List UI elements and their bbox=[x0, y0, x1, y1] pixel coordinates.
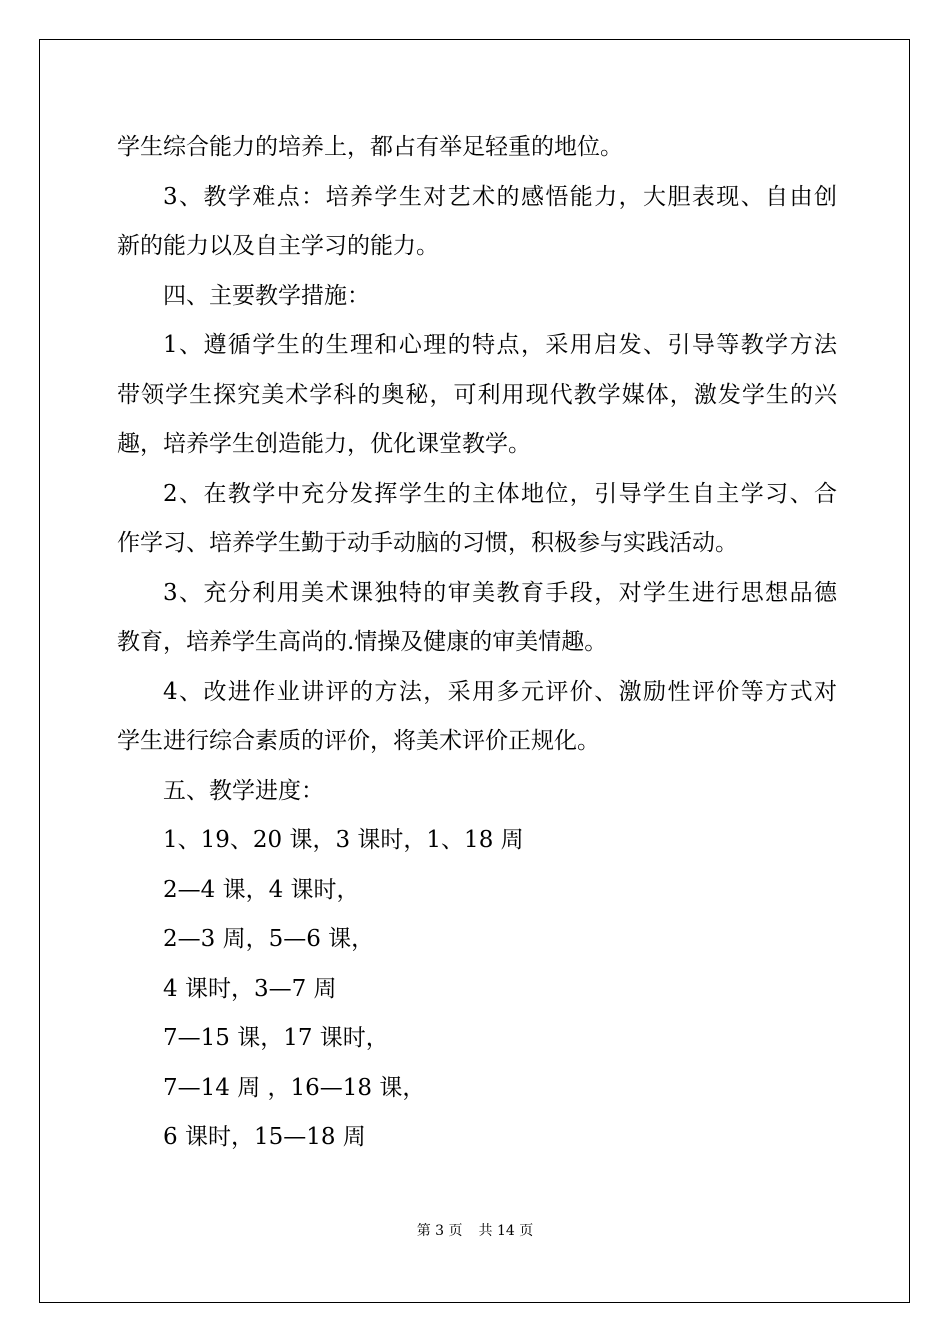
page-number: 第 3 页 bbox=[416, 1223, 463, 1239]
text-line: 教育，培养学生高尚的.情操及健康的审美情趣。 bbox=[117, 629, 608, 655]
document-body bbox=[117, 123, 837, 1163]
text-line: 3、充分利用美术课独特的审美教育手段，对学生进行思想品德 bbox=[163, 579, 837, 606]
text-line: 学生综合能力的培养上，都占有举足轻重的地位。 bbox=[117, 134, 623, 160]
text-line: 7—15 课，17 课时， bbox=[163, 1025, 389, 1051]
text-line: 2、在教学中充分发挥学生的主体地位，引导学生自主学习、合 bbox=[163, 480, 837, 507]
text-line: 1、19、20 课，3 课时，1、18 周 bbox=[163, 827, 524, 853]
text-line: 1、遵循学生的生理和心理的特点，采用启发、引导等教学方法 bbox=[163, 332, 837, 358]
page-total: 共 14 页 bbox=[478, 1223, 534, 1239]
text-line: 四、主要教学措施： bbox=[163, 282, 370, 309]
text-line: 学生进行综合素质的评价，将美术评价正规化。 bbox=[117, 728, 600, 754]
text-line: 3、教学难点：培养学生对艺术的感悟能力，大胆表现、自由创 bbox=[163, 183, 837, 210]
page-footer bbox=[0, 1221, 950, 1241]
text-line: 2—3 周，5—6 课， bbox=[163, 926, 375, 952]
text-line: 作学习、培养学生勤于动手动脑的习惯，积极参与实践活动。 bbox=[117, 530, 738, 556]
text-line: 新的能力以及自主学习的能力。 bbox=[117, 233, 439, 259]
text-line: 4 课时，3—7 周 bbox=[163, 975, 337, 1002]
text-line: 6 课时，15—18 周 bbox=[163, 1124, 366, 1150]
text-line: 2—4 课，4 课时， bbox=[163, 876, 360, 903]
text-line: 趣，培养学生创造能力，优化课堂教学。 bbox=[117, 431, 531, 457]
text-line: 带领学生探究美术学科的奥秘，可利用现代教学媒体，激发学生的兴 bbox=[117, 381, 837, 408]
text-line: 7—14 周 ，16—18 课， bbox=[163, 1074, 426, 1101]
text-line: 4、改进作业讲评的方法，采用多元评价、激励性评价等方式对 bbox=[163, 678, 837, 705]
text-line: 五、教学进度： bbox=[163, 777, 324, 804]
